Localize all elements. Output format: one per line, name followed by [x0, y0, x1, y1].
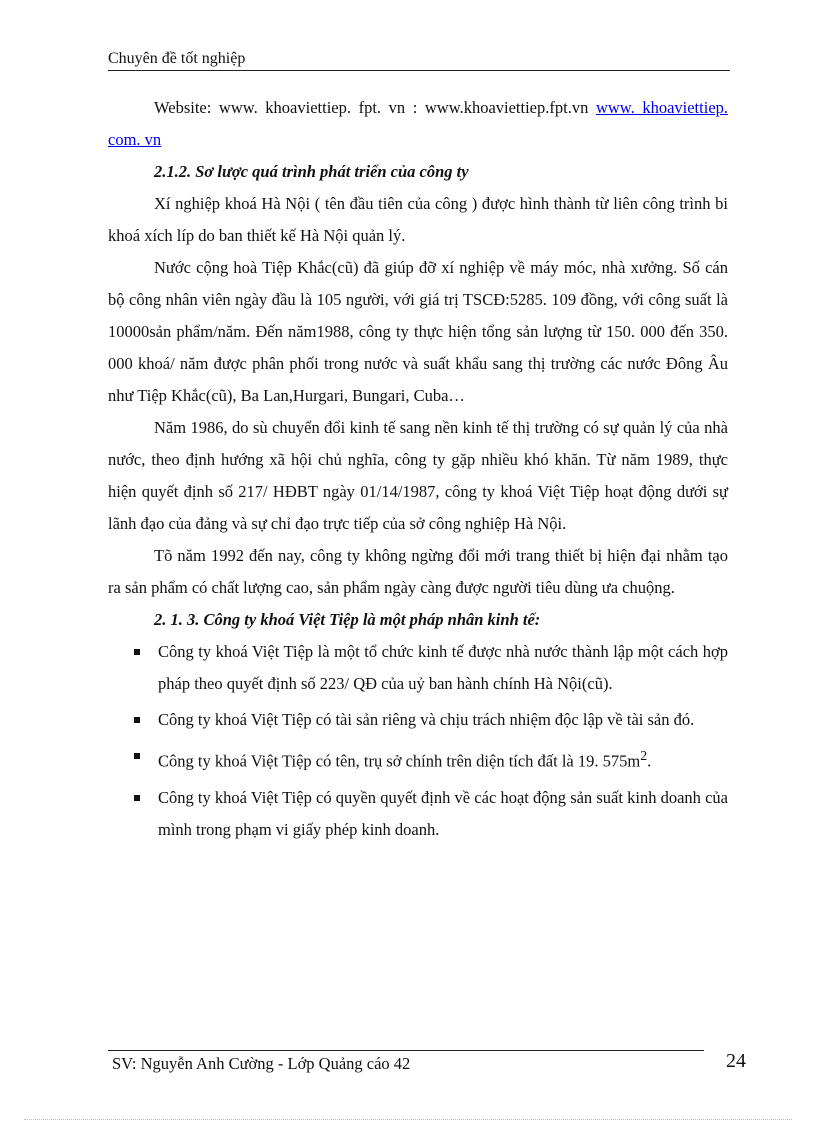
list-item [108, 782, 728, 846]
area-superscript: 2 [640, 748, 648, 763]
page-bottom-border [24, 1119, 792, 1120]
list-item [108, 740, 728, 778]
section-heading-2-1-3: 2. 1. 3. Công ty khoá Việt Tiệp là một pháp nhân kinh tế: [154, 610, 541, 629]
square-bullet-icon [134, 649, 140, 655]
list-item-text: Công ty khoá Việt Tiệp là một tổ chức kinh tế được nhà nước thành lập một cách hợp pháp theo quyết định số 223/ QĐ của uỷ ban hành chính Hà Nội(cũ). [158, 642, 728, 693]
page-number: 24 [726, 1050, 746, 1072]
list-item-text: Công ty khoá Việt Tiệp có quyền quyết định về các hoạt động sản suất kinh doanh của mình trong phạm vi giấy phép kinh doanh. [158, 787, 728, 839]
footer-divider [108, 1050, 704, 1051]
bullet-list [108, 636, 728, 846]
area-tail: . [647, 751, 652, 771]
paragraph: Tõ năm 1992 đến nay, công ty không ngừng đổi mới trang thiết bị hiện đại nhằm tạo ra sản phẩm có chất lượng cao, sản phẩm ngày càng được người tiêu dùng ưa chuộng. [108, 546, 728, 597]
paragraph: Năm 1986, do sù chuyển đổi kinh tế sang nền kinh tế thị trường có sự quản lý của nhà nước, theo định hướng xã hội chủ nghĩa, công ty gặp nhiều khó khăn. Từ năm 1989, thực hiện quyết định số 217/ HĐBT ngày 01/14/1987, công ty khoá Việt Tiệp hoạt động dưới sự lãnh đạo của đảng và sự chỉ đạo trực tiếp của sở công nghiệp Hà Nội. [108, 418, 728, 533]
square-bullet-icon [134, 795, 140, 801]
square-bullet-icon [134, 753, 140, 759]
footer-student: SV: Nguyễn Anh Cường - Lớp Quảng cáo 42 [112, 1054, 411, 1073]
list-item-text: Công ty khoá Việt Tiệp có tên, trụ sở chính trên diện tích đất là 19. 575m [158, 751, 641, 771]
section-heading-2-1-2: 2.1.2. Sơ lược quá trình phát triển của công ty [154, 162, 469, 181]
list-item-text: Công ty khoá Việt Tiệp có tài sản riêng và chịu trách nhiệm độc lập về tài sản đó. [158, 710, 695, 729]
paragraph: Nước cộng hoà Tiệp Khắc(cũ) đã giúp đỡ xí nghiệp về máy móc, nhà xưởng. Số cán bộ công nhân viên ngày đầu là 105 người, với giá trị TSCĐ:5285. 109 đồng, với công suất là 10000sản phẩm/năm. Đến năm1988, công ty thực hiện tổng sản lượng từ 150. 000 đến 350. 000 khoá/ năm được phân phối trong nước và suất khẩu sang thị trường các nước Đông Âu như Tiệp Khắc(cũ), Ba Lan,Hurgari, Bungari, Cuba… [108, 258, 728, 405]
square-bullet-icon [134, 717, 140, 723]
website-link[interactable]: www. khoaviettiep. com. vn [108, 98, 729, 149]
list-item [108, 636, 728, 700]
paragraph: Xí nghiệp khoá Hà Nội ( tên đầu tiên của công ) được hình thành từ liên công trình bi khoá xích líp do ban thiết kế Hà Nội quản lý. [108, 194, 728, 245]
page-content [108, 92, 728, 850]
website-text: Website: www. khoaviettiep. fpt. vn : www.khoaviettiep.fpt.vn [154, 98, 596, 117]
list-item [108, 704, 728, 736]
page-header: Chuyên đề tốt nghiệp [108, 50, 730, 71]
website-line [108, 92, 728, 156]
